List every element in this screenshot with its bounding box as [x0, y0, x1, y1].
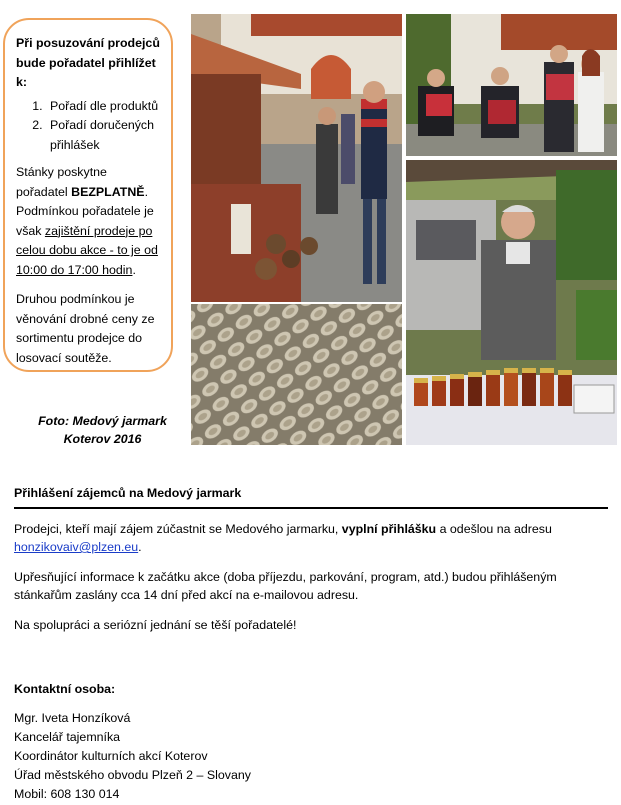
- stall-conditions-paragraph: Stánky poskytne pořadatel BEZPLATNĚ. Podmínkou pořadatele je však zajištění prodeje po celou dobu akce - to je od 10:00 do 17:00 hodin.: [16, 165, 158, 277]
- contact-section: [14, 680, 251, 804]
- beeswax-candles-photo: [191, 304, 402, 445]
- email-link[interactable]: honzikovaiv@plzen.eu: [14, 540, 139, 554]
- registration-instructions: Prodejci, kteří mají zájem zúčastnit se Medového jarmarku, vyplní přihlášku a odešlou na adresu honzikovaiv@plzen.eu.: [14, 521, 552, 554]
- registration-section: [14, 484, 608, 634]
- closing-paragraph: Na spolupráci a seriózní jednání se těší pořadatelé!: [14, 617, 297, 632]
- contact-organization: Úřad městského obvodu Plzeň 2 – Slovany: [14, 768, 251, 782]
- details-info-paragraph: Upřesňující informace k začátku akce (doba příjezdu, parkování, program, atd.) budou přihlášeným stánkařům zaslány cca 14 dní před akcí na e-mailovou adresu.: [14, 569, 557, 602]
- free-emphasis: BEZPLATNĚ: [71, 184, 145, 199]
- photo-caption: Foto: Medový jarmark Koterov 2016: [38, 414, 167, 446]
- registration-heading: Přihlášení zájemců na Medový jarmark: [14, 484, 608, 509]
- callout-heading: Při posuzování prodejců bude pořadatel přihlížet k:: [16, 36, 160, 89]
- contact-phone: Mobil: 608 130 014: [14, 787, 120, 801]
- sales-duration-condition: zajištění prodeje po celou dobu akce - to je od 10:00 do 17:00 hodin: [16, 223, 158, 277]
- criteria-callout-box: [3, 18, 173, 372]
- prize-condition-paragraph: Druhou podmínkou je věnování drobné ceny ze sortimentu prodejce do losovací soutěže.: [16, 292, 155, 365]
- honey-seller-photo: [406, 160, 617, 445]
- criteria-list: [16, 97, 161, 156]
- contact-heading: Kontaktní osoba:: [14, 682, 116, 696]
- criteria-item: 2. Pořadí doručených přihlášek: [46, 116, 161, 155]
- contact-office: Kancelář tajemníka: [14, 730, 121, 744]
- market-stalls-photo: [191, 14, 402, 302]
- fill-form-emphasis: vyplní přihlášku: [341, 521, 437, 536]
- contact-name: Mgr. Iveta Honzíková: [14, 711, 131, 725]
- musicians-photo: [406, 14, 617, 156]
- criteria-item: 1. Pořadí dle produktů: [46, 97, 161, 117]
- contact-role: Koordinátor kulturních akcí Koterov: [14, 749, 208, 763]
